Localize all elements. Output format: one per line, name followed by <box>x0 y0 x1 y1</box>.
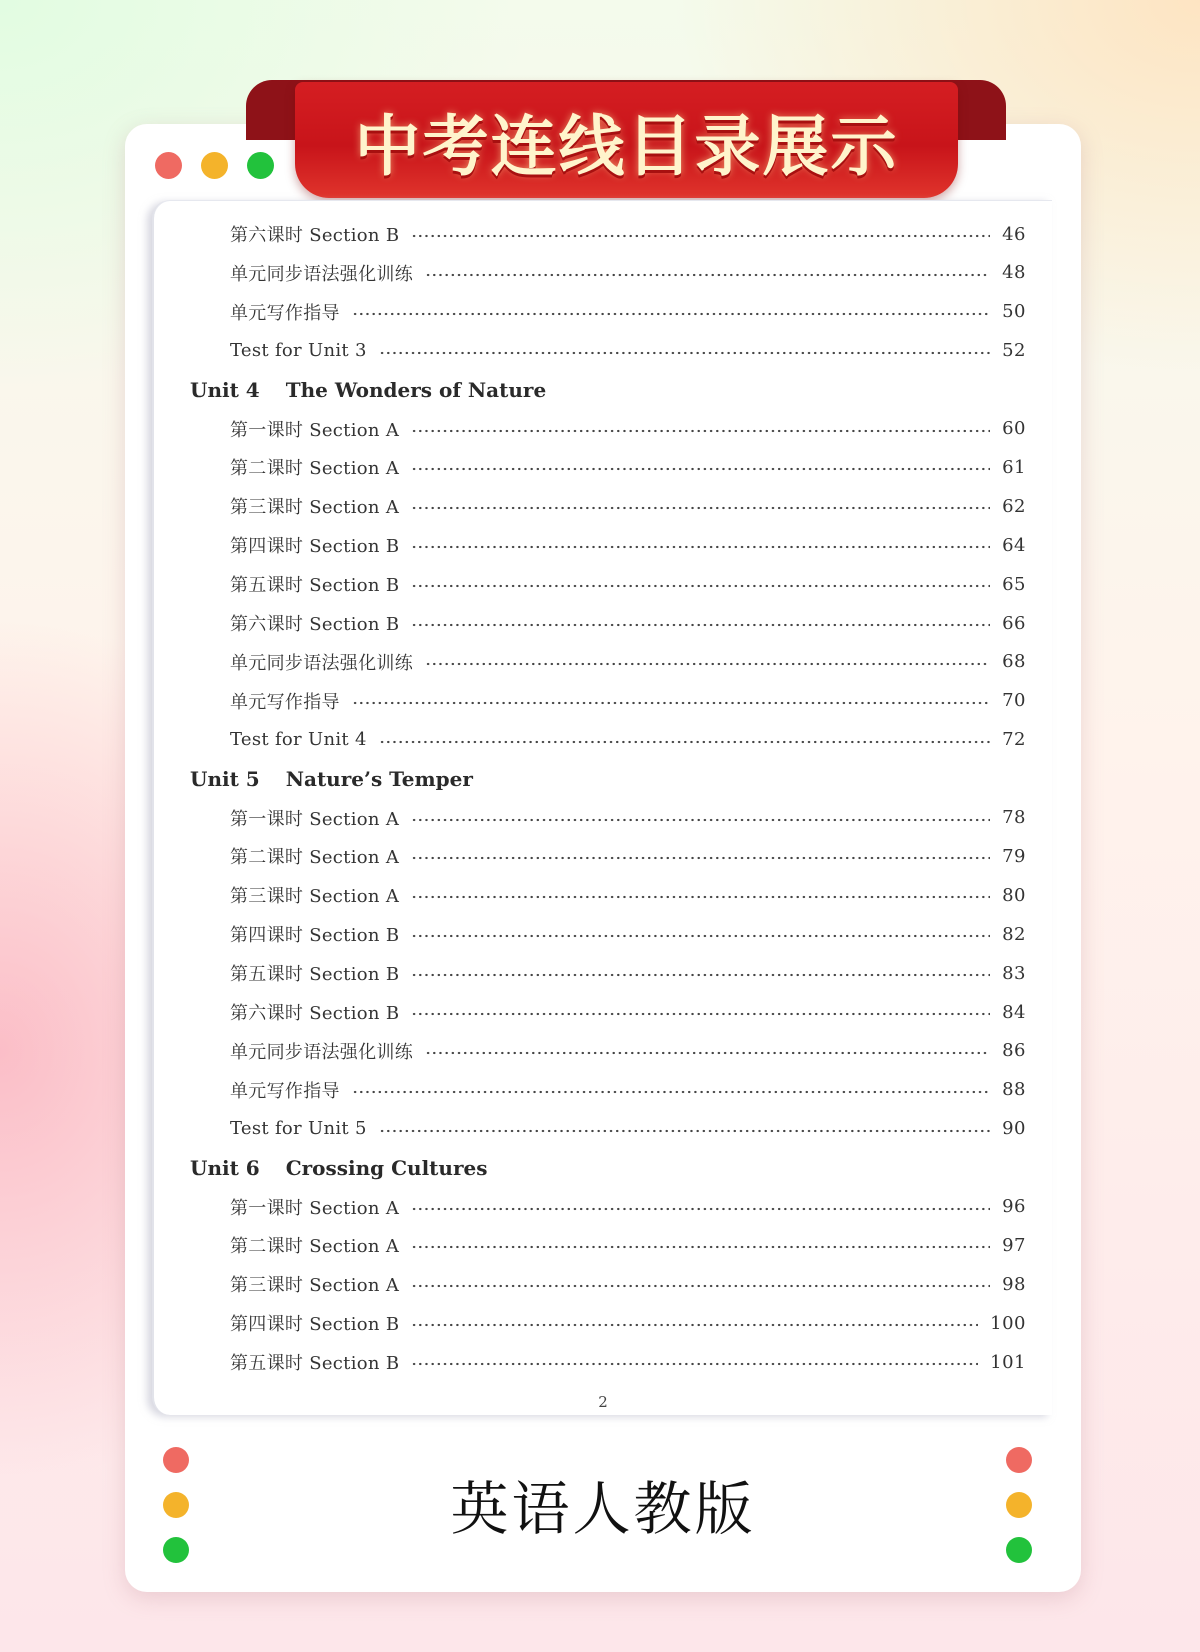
toc-entry[interactable] <box>230 686 1026 716</box>
toc-entry-label: 第二课时 Section A <box>230 458 400 480</box>
maximize-dot-icon[interactable] <box>247 152 274 179</box>
toc-entry[interactable] <box>230 258 1026 288</box>
toc-entry[interactable] <box>230 491 1026 521</box>
unit-title: Nature’s Temper <box>285 766 473 791</box>
banner-title: 中考连线目录展示 <box>354 107 899 185</box>
toc-entry[interactable] <box>230 1192 1026 1222</box>
dot-leader <box>379 1129 990 1133</box>
dot-leader <box>411 623 990 627</box>
toc-entry-page: 82 <box>1002 923 1026 945</box>
toc-entry-page: 84 <box>1002 1001 1026 1023</box>
toc-entry-label: 第二课时 Section A <box>230 1236 400 1258</box>
toc-entry-page: 90 <box>1002 1118 1026 1140</box>
dot-leader <box>411 934 990 938</box>
dot-leader <box>411 1207 990 1211</box>
dot-leader <box>411 1284 990 1288</box>
toc-entry-label: 第三课时 Section A <box>230 1275 400 1297</box>
toc-entry-label: 第六课时 Section B <box>230 614 400 635</box>
dot-leader <box>411 1012 990 1016</box>
dot-leader <box>411 429 990 433</box>
toc-entry-page: 72 <box>1002 729 1026 751</box>
toc-entry-page: 96 <box>1002 1196 1026 1217</box>
dot-leader <box>411 506 990 510</box>
toc-entry-page: 68 <box>1002 651 1026 673</box>
toc-entry[interactable] <box>230 1269 1026 1299</box>
dot-leader <box>411 1323 978 1327</box>
toc-entry-page: 100 <box>990 1312 1026 1334</box>
sheet-page-number: 2 <box>598 1393 608 1411</box>
toc-entry[interactable] <box>230 414 1026 444</box>
toc-entry-page: 80 <box>1002 884 1026 906</box>
toc-entry[interactable] <box>230 297 1026 327</box>
toc-entry-page: 60 <box>1002 418 1026 439</box>
minimize-dot-icon[interactable] <box>201 152 228 179</box>
unit-heading[interactable] <box>190 1152 487 1184</box>
dot-leader <box>411 584 990 588</box>
dot-leader <box>411 895 990 899</box>
toc-entry[interactable] <box>230 1230 1026 1260</box>
toc-entry-label: 第一课时 Section A <box>230 419 400 441</box>
toc-entry[interactable] <box>230 1308 1026 1338</box>
dot-leader <box>411 818 990 822</box>
toc-entry-label: 单元同步语法强化训练 <box>230 263 413 285</box>
toc-entry[interactable] <box>230 569 1026 599</box>
unit-heading[interactable] <box>190 763 473 795</box>
dot-leader <box>425 273 990 277</box>
toc-entry-label: Test for Unit 5 <box>230 1118 367 1140</box>
toc-entry[interactable] <box>230 1075 1026 1105</box>
dot-leader <box>411 467 990 471</box>
toc-entry-label: 单元写作指导 <box>230 302 340 324</box>
toc-entry-label: 第四课时 Section B <box>230 1314 400 1336</box>
toc-entry-page: 50 <box>1002 301 1026 323</box>
toc-entry-page: 83 <box>1002 962 1026 984</box>
toc-entry[interactable] <box>230 803 1026 833</box>
toc-entry-page: 62 <box>1002 495 1026 517</box>
dot-leader <box>379 740 990 744</box>
toc-entry[interactable] <box>230 997 1026 1027</box>
toc-entry-label: 第六课时 Section B <box>230 1003 400 1024</box>
toc-entry-label: 第二课时 Section A <box>230 847 400 869</box>
toc-entry[interactable] <box>230 919 1026 949</box>
unit-number: Unit 5 <box>190 766 260 791</box>
toc-entry-label: 单元写作指导 <box>230 1080 340 1102</box>
toc-entry[interactable] <box>230 336 1026 366</box>
toc-entry-page: 65 <box>1002 573 1026 595</box>
toc-entry-label: 第五课时 Section B <box>230 575 400 597</box>
toc-entry-label: 第四课时 Section B <box>230 536 400 558</box>
dot-leader <box>411 1362 978 1366</box>
toc-entry-page: 66 <box>1002 612 1026 634</box>
dot-leader <box>352 1090 990 1094</box>
toc-entry-page: 52 <box>1002 340 1026 362</box>
toc-entry[interactable] <box>230 880 1026 910</box>
dot-leader <box>352 701 990 705</box>
toc-entry-label: 第一课时 Section A <box>230 1197 400 1219</box>
toc-entry[interactable] <box>230 958 1026 988</box>
dot-leader <box>425 662 990 666</box>
toc-entry-label: 第三课时 Section A <box>230 886 400 908</box>
unit-number: Unit 4 <box>190 377 260 402</box>
toc-entry-page: 101 <box>990 1351 1026 1373</box>
toc-entry[interactable] <box>230 1347 1026 1377</box>
toc-entry[interactable] <box>230 219 1026 249</box>
toc-entry[interactable] <box>230 452 1026 482</box>
toc-entry-page: 88 <box>1002 1079 1026 1101</box>
toc-entry-label: 第六课时 Section B <box>230 225 400 246</box>
unit-title: The Wonders of Nature <box>285 377 547 402</box>
toc-entry-label: 单元同步语法强化训练 <box>230 1041 413 1063</box>
unit-title: Crossing Cultures <box>285 1155 488 1180</box>
toc-entry-page: 86 <box>1002 1040 1026 1062</box>
toc-entry-label: 第五课时 Section B <box>230 964 400 986</box>
toc-entry-page: 61 <box>1002 456 1026 478</box>
toc-sheet <box>152 200 1052 1415</box>
toc-entry-page: 46 <box>1002 223 1026 245</box>
toc-entry-label: Test for Unit 3 <box>230 340 367 362</box>
unit-number: Unit 6 <box>190 1155 260 1180</box>
toc-entry-label: Test for Unit 4 <box>230 729 367 751</box>
dot-leader <box>411 545 990 549</box>
toc-entry-label: 第一课时 Section A <box>230 808 400 830</box>
close-dot-icon[interactable] <box>155 152 182 179</box>
dot-leader <box>379 351 990 355</box>
toc-entry-page: 78 <box>1002 807 1026 828</box>
dot-leader <box>411 973 990 977</box>
toc-entry-label: 第五课时 Section B <box>230 1353 400 1375</box>
toc-entry-page: 98 <box>1002 1273 1026 1295</box>
toc-entry[interactable] <box>230 1114 1026 1144</box>
toc-entry[interactable] <box>230 530 1026 560</box>
title-banner <box>295 82 958 198</box>
toc-entry[interactable] <box>230 608 1026 638</box>
toc-entry-page: 79 <box>1002 845 1026 867</box>
toc-entry-label: 单元写作指导 <box>230 691 340 713</box>
toc-entry[interactable] <box>230 841 1026 871</box>
edition-label: 英语人教版 <box>450 1475 756 1543</box>
dot-leader <box>411 856 990 860</box>
toc-entry[interactable] <box>230 1036 1026 1066</box>
toc-entry-page: 64 <box>1002 534 1026 556</box>
toc-entry-page: 48 <box>1002 262 1026 284</box>
toc-entry-page: 97 <box>1002 1234 1026 1256</box>
window-controls <box>155 152 274 179</box>
dot-leader <box>411 1245 990 1249</box>
toc-entry-page: 70 <box>1002 690 1026 712</box>
dot-leader <box>425 1051 990 1055</box>
dot-leader <box>352 312 990 316</box>
dot-leader <box>411 234 990 238</box>
unit-heading[interactable] <box>190 374 546 406</box>
toc-entry-label: 第三课时 Section A <box>230 497 400 519</box>
toc-entry[interactable] <box>230 647 1026 677</box>
toc-entry[interactable] <box>230 725 1026 755</box>
toc-entry-label: 第四课时 Section B <box>230 925 400 947</box>
toc-entry-label: 单元同步语法强化训练 <box>230 652 413 674</box>
